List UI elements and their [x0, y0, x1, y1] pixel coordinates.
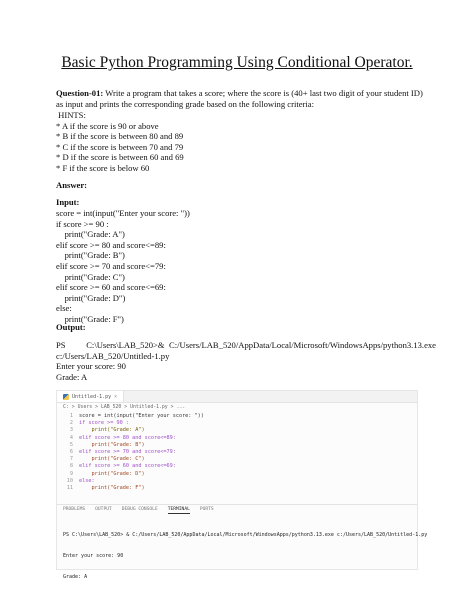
- python-exe-path: C:/Users/LAB_520/AppData/Local/Microsoft/WindowsApps/python3.13.exe: [169, 340, 436, 350]
- code-line: print("Grade: B"): [56, 250, 125, 261]
- hint-line: HINTS:: [56, 110, 86, 120]
- editor-code: else:: [79, 477, 95, 484]
- chevron-right-icon: >: [95, 405, 99, 410]
- editor-line: [57, 427, 417, 434]
- input-heading: Input:: [56, 197, 80, 207]
- question-label: Question-01:: [56, 88, 104, 98]
- editor-line: [57, 478, 417, 485]
- hint-line: * B if the score is between 80 and 89: [56, 131, 184, 142]
- editor-code: print("Grade: B"): [79, 441, 145, 448]
- line-number: 7: [69, 456, 73, 463]
- editor-tab[interactable]: [57, 391, 124, 402]
- line-number: 3: [69, 427, 73, 434]
- page-title: Basic Python Programming Using Conditional Operator.: [61, 54, 413, 71]
- editor-line: [57, 420, 417, 427]
- tab-terminal[interactable]: TERMINAL: [167, 507, 190, 512]
- output-text: [56, 340, 436, 382]
- line-number: 2: [69, 420, 73, 427]
- code-line: print("Grade: F"): [56, 313, 124, 324]
- line-number: 10: [66, 477, 73, 484]
- tab-debug-console[interactable]: DEBUG CONSOLE: [121, 507, 158, 512]
- code-line: else:: [56, 303, 72, 314]
- code-line: print("Grade: D"): [56, 292, 126, 303]
- hint-line: * F if the score is below 60: [56, 162, 150, 173]
- line-number: 9: [69, 470, 73, 477]
- terminal-line: PS C:\Users\LAB_520> & C:/Users/LAB_520/AppData/Local/Microsoft/WindowsApps/python3.13.exe c:/Users/LAB_520/Untitled-1.py: [63, 532, 428, 538]
- ps-prompt: PS: [56, 340, 66, 350]
- chevron-right-icon: >: [124, 405, 128, 410]
- chevron-right-icon: >: [71, 405, 75, 410]
- editor-line: [57, 456, 417, 463]
- editor-code: if score >= 90 :: [79, 420, 129, 427]
- editor-line: [57, 435, 417, 442]
- hints-list: [56, 110, 426, 174]
- output-heading: Output:: [56, 322, 86, 332]
- editor-tab-label: Untitled-1.py: [72, 393, 112, 400]
- breadcrumb: [57, 403, 417, 412]
- breadcrumb-item[interactable]: Untitled-1.py: [130, 405, 168, 410]
- editor-line: [57, 463, 417, 470]
- editor-tabbar: [57, 391, 417, 403]
- code-line: print("Grade: A"): [56, 229, 125, 240]
- python-file-icon: [63, 394, 69, 400]
- line-number: 4: [69, 434, 73, 441]
- chevron-right-icon: >: [170, 405, 174, 410]
- output-line-4: Grade: A: [56, 371, 88, 382]
- editor-line: [57, 449, 417, 456]
- hint-line: * C if the score is between 70 and 79: [56, 141, 184, 152]
- ps-ampersand: &: [157, 340, 165, 350]
- code-line: print("Grade: C"): [56, 271, 125, 282]
- question-text: Write a program that takes a score; where the score is (40+ last two digit of your student ID) as input and prints the corresponding grade based on the following criteria:: [56, 88, 423, 109]
- code-line: if score >= 90 :: [56, 218, 109, 229]
- editor-code: elif score >= 60 and score<=69:: [79, 463, 176, 470]
- editor-code: elif score >= 70 and score<=79:: [79, 448, 176, 455]
- line-number: 8: [69, 463, 73, 470]
- terminal-line: Enter your score: 90: [63, 553, 124, 559]
- line-number: 6: [69, 448, 73, 455]
- breadcrumb-item[interactable]: C:: [63, 405, 69, 410]
- code-line: elif score >= 60 and score<=69:: [56, 282, 166, 293]
- editor-line: [57, 442, 417, 449]
- line-number: 11: [66, 484, 73, 491]
- editor-code: elif score >= 80 and score<=89:: [79, 434, 176, 441]
- output-line-3: Enter your score: 90: [56, 361, 126, 372]
- terminal-line: Grade: A: [63, 574, 88, 580]
- editor-line: [57, 413, 417, 420]
- editor-code: print("Grade: A"): [79, 427, 145, 434]
- terminal-output[interactable]: [63, 518, 428, 595]
- editor-screenshot: [56, 390, 428, 580]
- tab-problems[interactable]: PROBLEMS: [63, 507, 86, 512]
- answer-heading: Answer:: [56, 180, 88, 190]
- output-line-1: [56, 340, 436, 351]
- editor-code-area[interactable]: [57, 412, 417, 492]
- tab-output[interactable]: OUTPUT: [95, 507, 112, 512]
- panel-tabs: [57, 504, 417, 514]
- editor-code: score = int(input("Enter your score: ")): [79, 413, 204, 419]
- question-paragraph: [56, 88, 426, 109]
- breadcrumb-item[interactable]: LAB_520: [101, 405, 122, 410]
- code-line: score = int(input("Enter your score: ")): [56, 208, 190, 218]
- output-line-2: c:/Users/LAB_520/Untitled-1.py: [56, 350, 170, 361]
- line-number: 1: [69, 413, 73, 419]
- breadcrumb-item[interactable]: ...: [176, 405, 186, 410]
- tab-ports[interactable]: PORTS: [199, 507, 214, 512]
- code-line: elif score >= 80 and score<=89:: [56, 239, 166, 250]
- line-number: 5: [69, 441, 73, 448]
- editor-code: print("Grade: F"): [79, 484, 145, 491]
- ps-path: C:\Users\LAB_520>: [86, 340, 158, 350]
- hint-line: * D if the score is between 60 and 69: [56, 152, 184, 163]
- editor-line: [57, 485, 417, 492]
- code-line: elif score >= 70 and score<=79:: [56, 260, 166, 271]
- editor-code: print("Grade: C"): [79, 456, 145, 463]
- hint-line: * A if the score is 90 or above: [56, 120, 159, 131]
- breadcrumb-item[interactable]: Users: [77, 405, 93, 410]
- close-icon[interactable]: ×: [114, 393, 118, 400]
- editor-line: [57, 471, 417, 478]
- code-listing: [56, 208, 426, 325]
- editor-code: print("Grade: D"): [79, 470, 145, 477]
